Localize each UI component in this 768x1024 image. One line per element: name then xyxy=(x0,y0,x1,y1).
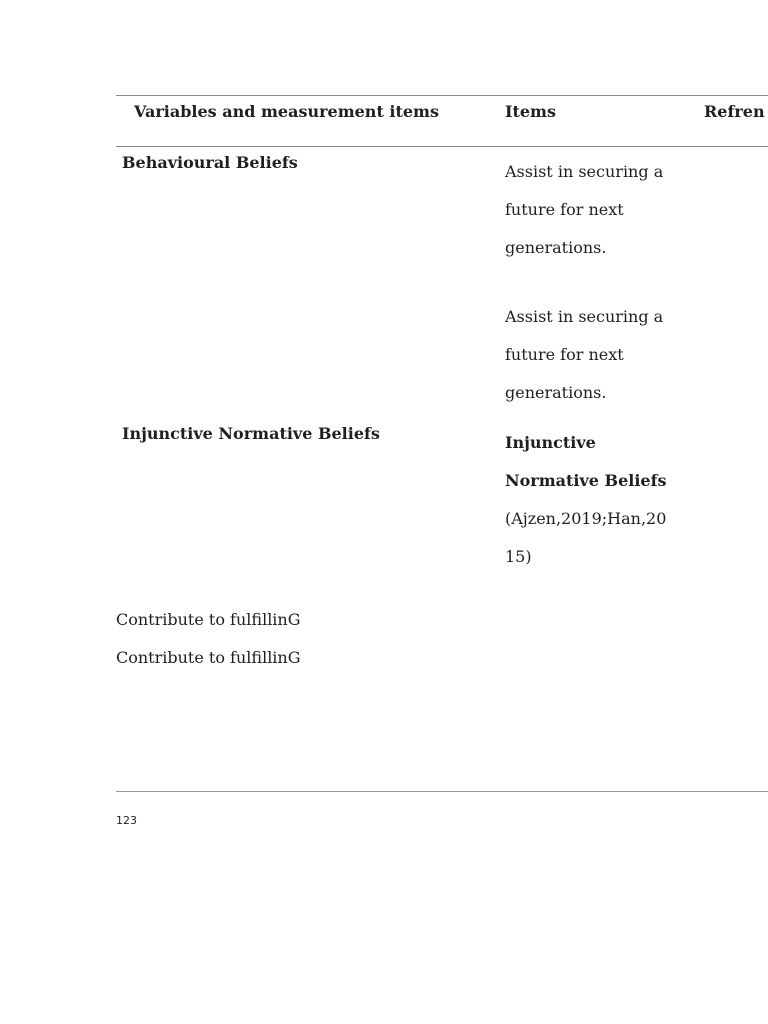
row-label-injunctive-normative-beliefs: Injunctive Normative Beliefs xyxy=(122,424,380,443)
behavioural-item-2-line-2: future for next xyxy=(505,345,624,364)
row-label-behavioural-beliefs: Behavioural Beliefs xyxy=(122,153,298,172)
word: next xyxy=(588,200,624,219)
page-number: 123 xyxy=(116,814,137,827)
table-header-rule xyxy=(116,146,768,147)
behavioural-item-2 xyxy=(505,298,663,412)
injunctive-citation-line-1: (Ajzen,2019;Han,20 xyxy=(505,509,667,528)
word: securing xyxy=(578,162,649,181)
word: in xyxy=(557,162,574,181)
injunctive-item-line-2: Normative Beliefs xyxy=(505,471,667,490)
table-top-rule xyxy=(116,95,768,96)
behavioural-item-1-line-3: generations. xyxy=(505,238,607,257)
word: for xyxy=(560,200,584,219)
body-text-line-2: Contribute to fulfillinG xyxy=(116,648,301,667)
injunctive-item xyxy=(505,424,666,576)
header-variables: Variables and measurement items xyxy=(134,102,439,121)
header-references: Refren xyxy=(704,102,765,121)
footer-rule xyxy=(116,791,768,792)
behavioural-item-2-line-1: Assist in securing a xyxy=(505,307,664,326)
word: future xyxy=(505,200,556,219)
word: Assist xyxy=(505,162,553,181)
behavioural-item-1-line-1 xyxy=(505,153,691,191)
header-items: Items xyxy=(505,102,556,121)
behavioural-item-2-line-3: generations. xyxy=(505,383,607,402)
behavioural-item-1 xyxy=(505,153,691,267)
injunctive-citation-line-2: 15) xyxy=(505,547,532,566)
injunctive-item-line-1: Injunctive xyxy=(505,433,596,452)
behavioural-item-1-line-2 xyxy=(505,191,691,229)
word: a xyxy=(653,162,664,181)
body-text-line-1: Contribute to fulfillinG xyxy=(116,610,301,629)
